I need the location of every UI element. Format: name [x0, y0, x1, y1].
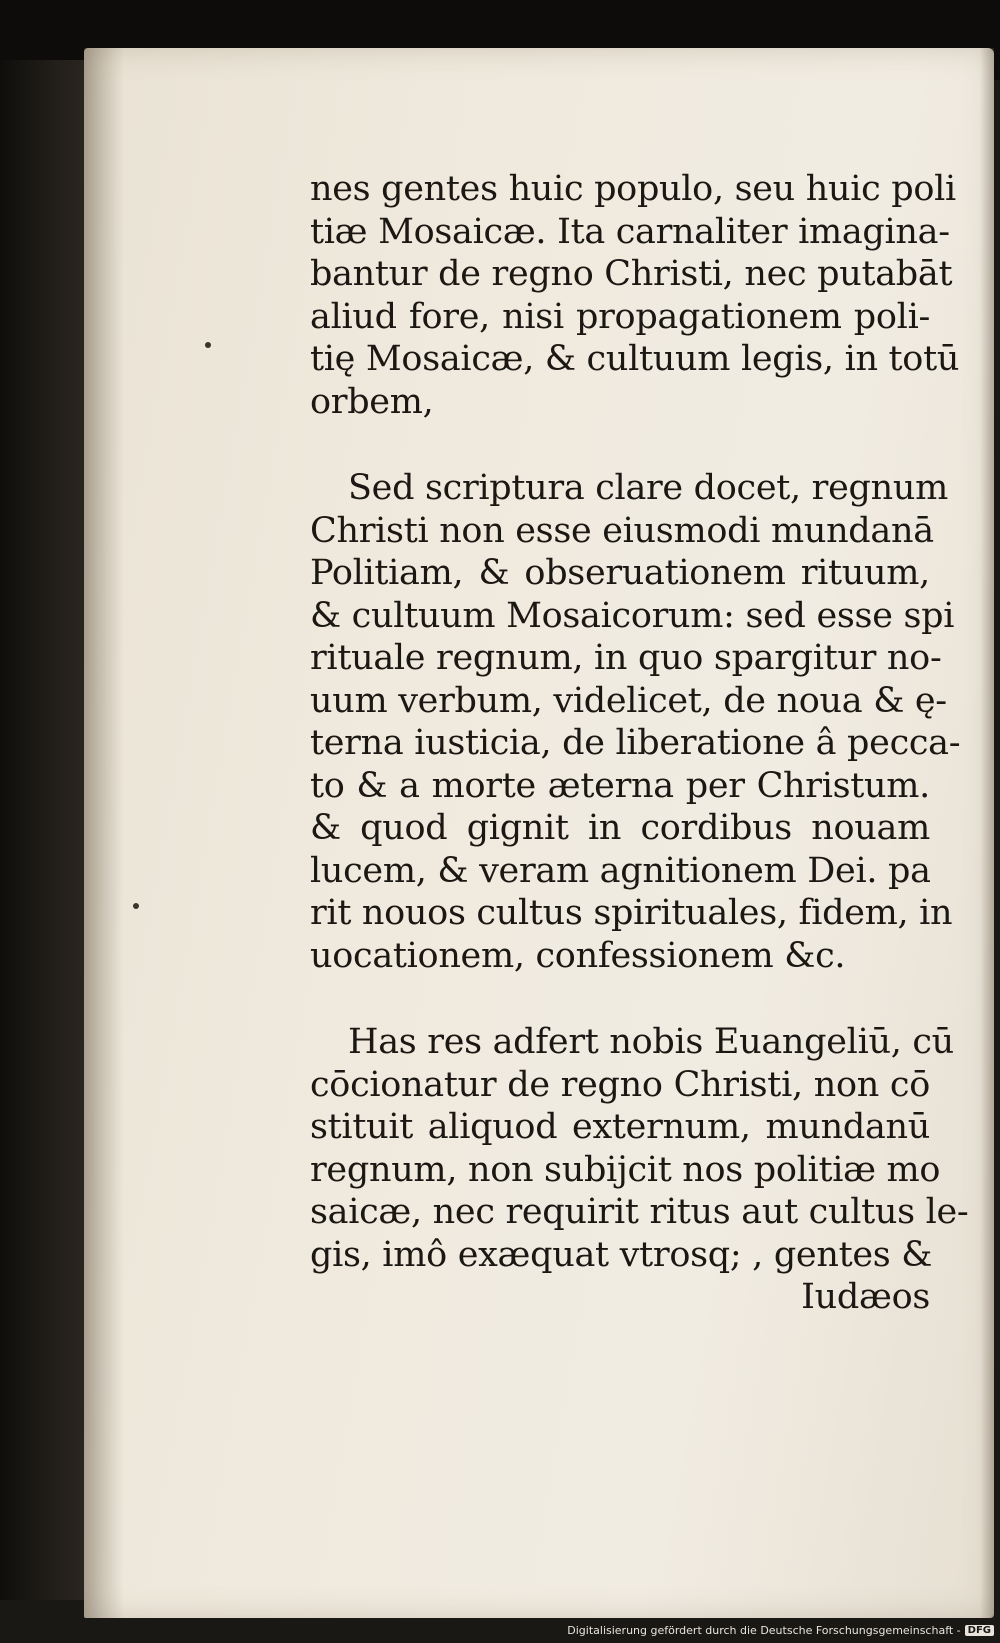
text-line: & cultuum Mosaicorum: sed esse spi [310, 595, 955, 636]
ink-speck [133, 903, 139, 909]
text-line: Christi non esse eiusmodi mundanā [310, 510, 934, 551]
dfg-logo: DFG [965, 1625, 994, 1636]
text-line: rituale regnum, in quo spargitur no- [310, 638, 942, 678]
page-edge [980, 48, 994, 1618]
text-line: lucem, & veram agnitionem Dei. pa [310, 850, 931, 891]
paragraph-2 [310, 467, 961, 977]
text-line: uum verbum, videlicet, de noua & ę- [310, 680, 947, 721]
ink-speck [205, 342, 211, 348]
text-line: tiæ Mosaicæ. Ita carnaliter imagina- [310, 211, 950, 252]
text-line: to & a morte æterna per Christum. [310, 765, 930, 806]
text-line: Sed scriptura clare docet, regnum [348, 468, 949, 508]
paragraph-3 [310, 1021, 969, 1319]
text-line: bantur de regno Christi, nec putabāt [310, 254, 953, 294]
text-line: rit nouos cultus spirituales, fidem, in [310, 893, 953, 933]
catchword: Iudæos [801, 1277, 930, 1317]
spine-shadow [84, 48, 124, 1618]
text-line: & quod gignit in cordibus nouam [310, 808, 930, 848]
text-line: tię Mosaicæ, & cultuum legis, in totū [310, 339, 960, 379]
text-line: terna iusticia, de liberatione â pecca- [310, 723, 961, 763]
text-line: stituit aliquod externum, mundanū [310, 1107, 930, 1147]
text-line: saicæ, nec requirit ritus aut cultus le- [310, 1192, 969, 1232]
text-line: orbem, [310, 381, 434, 422]
paragraph-1 [310, 168, 960, 423]
digitization-footer [567, 1621, 994, 1639]
page-text [310, 168, 969, 1363]
text-line: cōcionatur de regno Christi, non cō [310, 1064, 930, 1105]
text-line: nes gentes huic populo, seu huic poli [310, 169, 956, 209]
footer-credit: Digitalisierung gefördert durch die Deutsche Forschungsgemeinschaft - [567, 1623, 961, 1637]
text-line: regnum, non subijcit nos politiæ mo [310, 1149, 941, 1190]
text-line: Has res adfert nobis Euangeliū, cū [348, 1022, 954, 1062]
text-line: uocationem, confessionem &c. [310, 935, 846, 976]
text-line: Politiam, & obseruationem rituum, [310, 553, 930, 593]
text-line: gis, imô exæquat vtrosq; , gentes & [310, 1234, 933, 1275]
text-line: aliud fore, nisi propagationem poli- [310, 296, 930, 337]
